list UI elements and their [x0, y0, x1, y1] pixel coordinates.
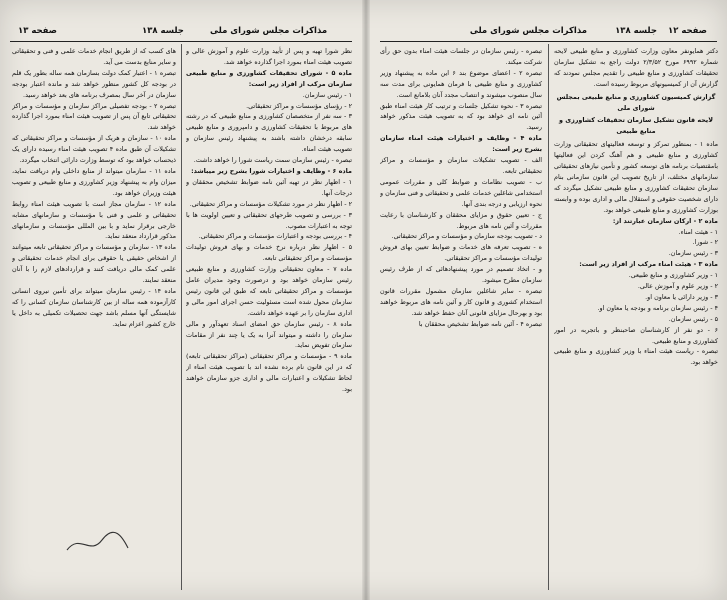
session-number: جلسه ۱۳۸ — [615, 26, 657, 36]
column-divider — [181, 44, 182, 590]
right-page-left-column — [380, 46, 542, 592]
list-item: الف - تصویب تشکیلات سازمان و مؤسسات و مراکز تحقیقاتی تابعه. — [380, 156, 542, 175]
list-item: ه - تصویب تعرفه های خدمات و ضوابط تعیین بهای فروش تولیدات مؤسسات و مراکز تحقیقاتی. — [380, 243, 542, 263]
report-heading: گزارش کمیسیون کشاورزی و منابع طبیعی بمجلس شورای ملی — [556, 92, 716, 112]
article-14: ماده ۱۴ - رئیس سازمان میتواند برای تأمین نیروی انسانی کارآزموده همه ساله از بین کارشناسان سازمان کسانی را که شایستگی آنها مسلم باشد جهت تحصیلات تکمیلی به داخل یا خارج کشور اعزام نماید. — [12, 286, 176, 328]
page-number: صفحه ۱۳ — [18, 26, 57, 36]
article-3: ماده ۳ - هیئت امناء مرکب از افراد زیر است: — [579, 260, 718, 269]
list-item: ۳ - وزیر دارائی یا معاون او. — [645, 292, 718, 301]
note: تبصره ۱ - اعتبار کمک دولت بسازمان همه ساله بطور یک قلم در بودجه کل کشور منظور خواهد شد و مانده اعتبار بودجه سازمان در آخر سال بمصرف برنامه های بعد خواهد رسید. — [12, 68, 176, 99]
article-2: ماده ۲ - ارکان سازمان عبارتند از: — [612, 216, 718, 225]
list-item: ۶ - دو نفر از کارشناسان صاحبنظر و باتجربه در امور کشاورزی و منابع طبیعی. — [554, 325, 718, 345]
list-item: و - اتخاذ تصمیم در مورد پیشنهادهائی که از طرف رئیس سازمان مطرح میشود. — [380, 265, 542, 285]
left-page — [0, 0, 362, 600]
note: تبصره - ریاست هیئت امناء با وزیر کشاورزی و منابع طبیعی خواهد بود. — [554, 347, 718, 367]
list-item: ج - تعیین حقوق و مزایای محققان و کارشناسان با رعایت مقررات و آئین نامه های مربوط. — [380, 210, 542, 230]
list-item: ۳ - سه نفر از متخصصان کشاورزی و منابع طبیعی که در رشته های مربوط با تحقیقات کشاورزی و دامپروری و منابع طبیعی سابقه درخشان داشته باشند به پیشنهاد رئیس سازمان و تصویب هیئت امناء. — [186, 112, 352, 154]
left-page-header — [10, 26, 352, 40]
list-item: ۱ - رئیس سازمان. — [302, 90, 352, 99]
list-item: ب - تصویب نظامات و ضوابط کلی و مقررات عمومی استخدامی شاغلین خدمات علمی و تحقیقاتی و فنی سازمان و نحوه ارزیابی و درجه بندی آنها. — [380, 177, 542, 208]
article-11: ماده ۱۱ - سازمان میتواند از منابع داخلی وام دریافت نماید، میزان وام به پیشنهاد وزیر کشاورزی و منابع طبیعی و تصویب هیئت وزیران خواهد بود. — [12, 166, 176, 197]
note: تبصره - سایر شاغلین سازمان مشمول مقررات قانون استخدام کشوری و قانون کار و آئین نامه های مربوط خواهند بود و بهرحال مزایای قانونی آنان حفظ خواهد شد. — [380, 286, 542, 317]
note: تبصره - رئیس سازمان در جلسات هیئت امناء بدون حق رأی شرکت میکند. — [380, 47, 542, 66]
note: تبصره ۲ - اعضای موضوع بند ۶ این ماده به پیشنهاد وزیر کشاورزی و منابع طبیعی با فرمان همایونی برای مدت سه سال منصوب میشوند و انتصاب مجدد آنان بلامانع است. — [380, 68, 542, 99]
list-item: ۴ - بررسی بودجه و اعتبارات مؤسسات و مراکز تحقیقاتی. — [198, 232, 352, 241]
article-12: ماده ۱۲ - سازمان مجاز است با تصویب هیئت امناء روابط تحقیقاتی و علمی و فنی با مؤسسات و سازمانهای مشابه خارجی برقرار نماید و با بین المللی مؤسسات و سازمانهای مذکور قرارداد منعقد نماید. — [12, 199, 176, 241]
right-page-header — [380, 26, 717, 40]
article-1: ماده ۱ - بمنظور تمرکز و توسعه فعالیتهای تحقیقاتی وزارت کشاورزی و منابع طبیعی و هم آهنگ کردن این فعالیتها بامقتضیات برنامه های توسعه کشور و تأمین نیازهای تحقیقاتی سازمانهای مختلف، از تاریخ تصویب این قانون سازمانی بنام سازمان تحقیقات کشاورزی و منابع طبیعی تشکیل میگردد که دارای شخصیت حقوقی و استقلال مالی و اداری بوده و وابسته بوزارت کشاورزی و منابع طبیعی خواهد بود. — [554, 140, 718, 214]
list-item: ۵ - اظهار نظر درباره نرخ خدمات و بهای فروش تولیدات مؤسسات و مراکز تحقیقاتی تابعه. — [186, 243, 352, 263]
list-item: ۱ - وزیر کشاورزی و منابع طبیعی. — [628, 271, 718, 280]
page-number: صفحه ۱۲ — [668, 26, 707, 36]
note: تبصره ۳ - نحوه تشکیل جلسات و ترتیب کار هیئت امناء طبق آئین نامه ای خواهد بود که به تصویب هیئت مذکور خواهد رسید. — [380, 101, 542, 132]
left-page-left-column — [12, 46, 176, 592]
column-divider — [548, 44, 549, 590]
list-item: ۲ - وزیر علوم و آموزش عالی. — [637, 282, 718, 291]
article-5: ماده ۵ - شورای تحقیقات کشاورزی و منابع طبیعی سازمان مرکب از افراد زیر است: — [186, 68, 352, 88]
list-item: ۱ - هیئت امناء. — [678, 227, 718, 236]
list-item: ۳ - بررسی و تصویب طرحهای تحقیقاتی و تعیین اولویت ها با توجه به اعتبارات مصوب. — [186, 210, 352, 230]
note: تبصره ۲ - بودجه تفصیلی مراکز سازمان و مؤسسات و مراکز تحقیقاتی تابع آن پس از تصویب هیئت امناء بمورد اجرا گذارده خواهد شد. — [12, 101, 176, 132]
book-gutter — [362, 0, 370, 600]
paragraph: های کسب که از طریق انجام خدمات علمی و فنی و تحقیقاتی و سایر منابع بدست می آید. — [12, 47, 176, 66]
running-title: مذاکرات مجلس شورای ملی — [210, 26, 328, 36]
list-item: د - تصویب بودجه سازمان و مؤسسات و مراکز تحقیقاتی. — [391, 232, 542, 241]
paragraph: دکتر همایونفر معاون وزارت کشاورزی و منابع طبیعی لایحه شماره ۶۹۹۲ مورخ ۲/۳/۵۲ دولت راجع به تشکیل سازمان تحقیقات کشاورزی و منابع طبیعی را تقدیم مجلس نمودند که گزارش آن از کمیسیونهای مربوط رسیده است. — [554, 47, 718, 88]
right-page — [370, 0, 727, 600]
list-item: ۲ - شورا. — [692, 238, 718, 247]
article-6: ماده ۶ - وظایف و اختیارات شورا بشرح زیر میباشد: — [191, 166, 352, 175]
list-item: ۲ - رؤسای مؤسسات و مراکز تحقیقاتی. — [246, 101, 352, 110]
header-rule — [10, 41, 352, 42]
list-item: ۳ - رئیس سازمان. — [668, 249, 718, 258]
handwritten-mark — [62, 528, 132, 558]
article-4: ماده ۴ - وظایف و اختیارات هیئت امناء سازمان بشرح زیر است: — [380, 134, 542, 154]
note: تبصره ۴ - آئین نامه ضوابط تشخیص محققان با — [418, 319, 542, 328]
list-item: ۲ - اظهار نظر در مورد تشکیلات مؤسسات و مراکز تحقیقاتی. — [189, 199, 352, 208]
article-9: ماده ۹ - مؤسسات و مراکز تحقیقاتی (مراکز تحقیقاتی تابعه) که در این قانون نام برده نشده اند با تصویب هیئت امناء از لحاظ تشکیلات و اعتبارات مالی و اداری جزو سازمان خواهند بود. — [186, 352, 352, 394]
list-item: ۵ - رئیس سازمان. — [668, 314, 718, 323]
header-rule — [380, 41, 717, 42]
article-7: ماده ۷ - معاون تحقیقاتی وزارت کشاورزی و منابع طبیعی رئیس سازمان خواهد بود و درصورت وجود مدیران عامل مؤسسات و مراکز تحقیقاتی تابعه که طبق این قانون رئیس سازمان محول شده است مسئولیت حسن اجرای امور مالی و اداری سازمان را بر عهده خواهد داشت. — [186, 265, 352, 317]
bill-title: لایحه قانون تشکیل سازمان تحقیقات کشاورزی و منابع طبیعی — [559, 116, 713, 136]
paragraph: نظر شورا تهیه و پس از تأیید وزارت علوم و آموزش عالی و تصویب هیئت امناء بمورد اجرا گذارده خواهد شد. — [186, 47, 352, 66]
article-8: ماده ۸ - رئیس سازمان حق امضای اسناد تعهدآور و مالی سازمان را داشته و میتواند آنرا به یک یا چند نفر از مقامات سازمان تفویض نماید. — [186, 319, 352, 350]
right-page-right-column — [554, 46, 718, 592]
article-10: ماده ۱۰ - سازمان و هریک از مؤسسات و مراکز تحقیقاتی که تشکیلات آن طبق ماده ۴ تصویب هیئت امناء رسیده دارای یک ذیحساب خواهد بود که توسط وزارت دارائی انتخاب میگردد. — [12, 134, 176, 165]
list-item: ۱ - اظهار نظر در تهیه آئین نامه ضوابط تشخیص محققان و درجات آنها. — [186, 177, 352, 197]
list-item: ۴ - رئیس سازمان برنامه و بودجه یا معاون او. — [597, 303, 718, 312]
article-13: ماده ۱۳ - سازمان و مؤسسات و مراکز تحقیقاتی تابعه میتوانند از اشخاص حقیقی یا حقوقی برای انجام خدمات تحقیقاتی و علمی کمک مالی دریافت کنند و قراردادهای لازم را با آنان منعقد نمایند. — [12, 243, 176, 285]
running-title: مذاکرات مجلس شورای ملی — [469, 26, 587, 36]
left-page-right-column — [186, 46, 352, 592]
session-number: جلسه ۱۳۸ — [142, 26, 184, 36]
note: تبصره - رئیس سازمان سمت ریاست شورا را خواهد داشت. — [193, 156, 352, 165]
